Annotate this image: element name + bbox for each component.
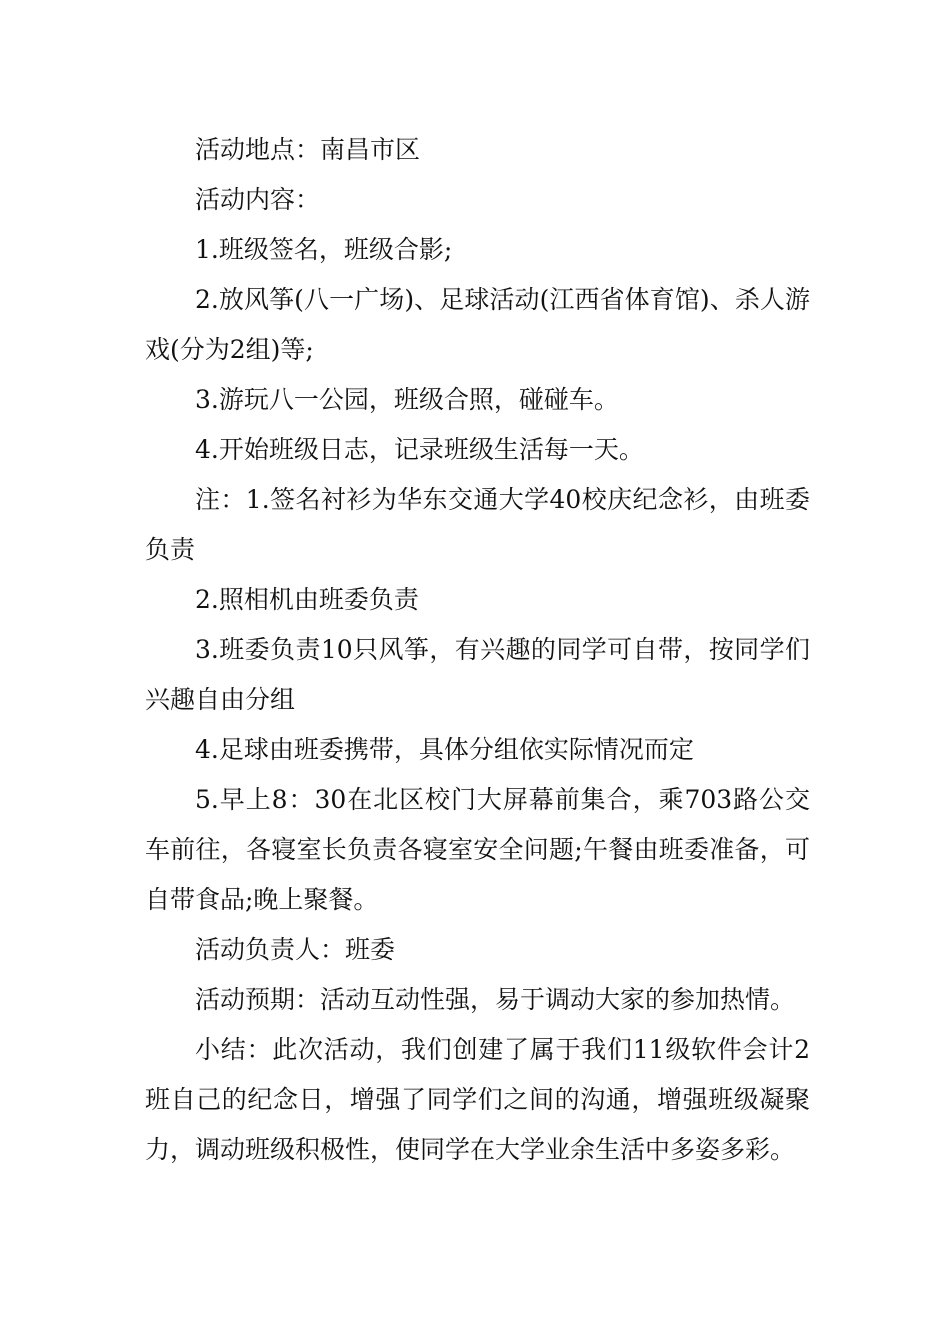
paragraph-content-heading: 活动内容： [195, 185, 321, 214]
paragraph-item-4: 4.开始班级日志，记录班级生活每一天。 [195, 435, 644, 464]
document-body [145, 125, 810, 1175]
paragraph-note-2: 2.照相机由班委负责 [195, 585, 419, 614]
paragraph-note-4: 4.足球由班委携带，具体分组依实际情况而定 [195, 735, 694, 764]
paragraph-note-1: 注：1.签名衬衫为华东交通大学40校庆纪念衫，由班委负责 [145, 485, 810, 564]
paragraph-summary: 小结：此次活动，我们创建了属于我们11级软件会计2班自己的纪念日，增强了同学们之间的沟通，增强班级凝聚力，调动班级积极性，使同学在大学业余生活中多姿多彩。 [145, 1035, 810, 1164]
paragraph-expectation: 活动预期：活动互动性强，易于调动大家的参加热情。 [195, 985, 796, 1014]
paragraph-location: 活动地点：南昌市区 [195, 135, 421, 164]
paragraph-note-3: 3.班委负责10只风筝，有兴趣的同学可自带，按同学们兴趣自由分组 [145, 635, 810, 714]
paragraph-item-1: 1.班级签名，班级合影; [195, 235, 453, 264]
paragraph-item-3: 3.游玩八一公园，班级合照，碰碰车。 [195, 385, 619, 414]
paragraph-responsible: 活动负责人：班委 [195, 935, 396, 964]
paragraph-note-5: 5.早上8：30在北区校门大屏幕前集合，乘703路公交车前往，各寝室长负责各寝室安全问题;午餐由班委准备，可自带食品;晚上聚餐。 [145, 785, 810, 914]
paragraph-item-2: 2.放风筝(八一广场)、足球活动(江西省体育馆)、杀人游戏(分为2组)等; [145, 285, 810, 364]
